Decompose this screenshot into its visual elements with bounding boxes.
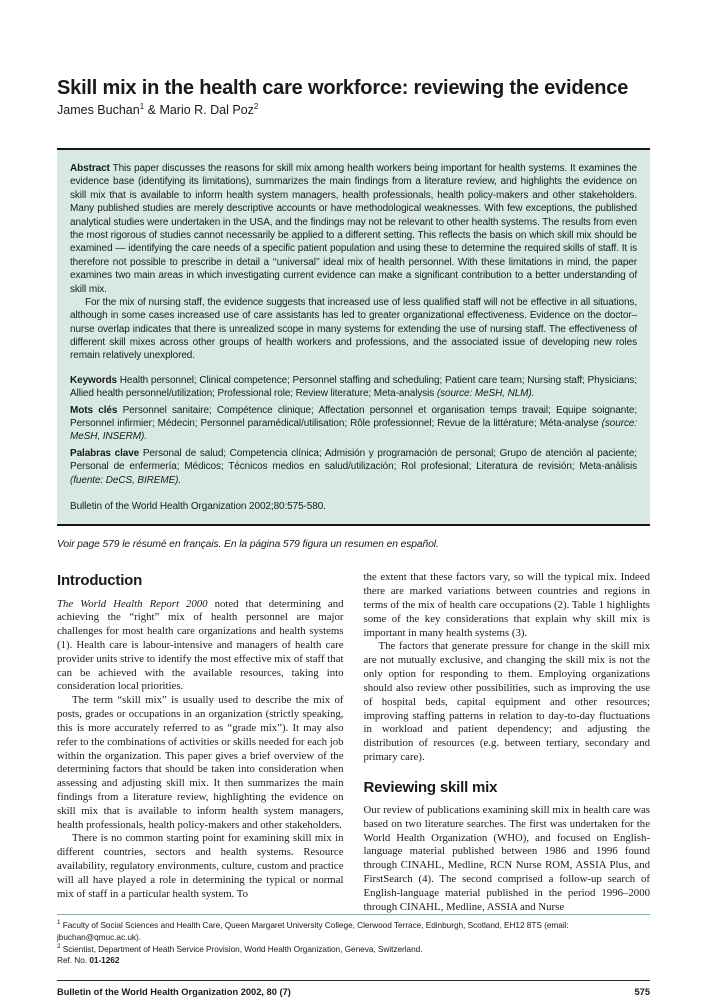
author-2-affiliation-mark: 2 <box>253 101 259 111</box>
keywords-en-source: (source: MeSH, NLM). <box>436 388 535 400</box>
keywords-fr-label: Mots clés <box>70 404 118 416</box>
page-footer <box>57 987 650 997</box>
section-heading-introduction: Introduction <box>57 572 143 590</box>
keywords-en-label: Keywords <box>70 374 117 386</box>
footnote-1 <box>57 920 650 943</box>
article-citation: Bulletin of the World Health Organization 2002;80:575-580. <box>70 500 326 512</box>
footnote-2-marker: 2 <box>57 942 61 950</box>
keywords-fr <box>70 404 637 444</box>
body-columns <box>57 571 650 914</box>
body-column-right <box>364 571 651 914</box>
footnote-1-marker: 1 <box>57 919 61 927</box>
reference-number-value: 01-1262 <box>89 955 120 966</box>
authors-line <box>57 103 650 117</box>
reference-number-label: Ref. No. <box>57 955 88 966</box>
intro-paragraph-3-continuation: the extent that these factors vary, so will the typical mix. Indeed there are marked variations between countries and regions in terms of the mix of health care occupations (2). Table 1 highlights some of the key considerations that explain why skill mix is important in many health systems (3). <box>363 571 650 639</box>
page-bottom-block <box>57 914 650 1000</box>
abstract-label: Abstract <box>70 163 110 174</box>
intro-paragraph-3: There is no common starting point for examining skill mix in different countries, sectors and health systems. Resource availability, regulatory environments, culture, custom and practice will all have played a role in determining the typical or normal mix of staff in a particular health system. To <box>57 832 344 900</box>
intro-paragraph-2: The term “skill mix” is usually used to describe the mix of posts, grades or occupations in an organization (strictly speaking, this is more accurately referred to as “grade mix”). It may also refer to the combinations of activities or skills needed for each job within the organization. This paper gives a brief overview of the determining factors that should be taken into consideration when assessing and adjusting skill mix. It then summarizes the main findings from a literature review, highlighting the evidence on skill mix that is available to inform health system managers, health professionals, health policy-makers and other stakeholders. <box>57 694 344 831</box>
footnote-divider <box>57 914 650 915</box>
review-paragraph-1: Our review of publications examining skill mix in health care was based on two literature searches. The first was undertaken for the World Health Organization (WHO), and focused on English-language material published between 1986 and 1996 found through CINAHL, Medline, RCN Nurse ROM, ASSIA Plus, and FirstSearch (4). The second comprised a follow-up search of English-language material published in the period 1996–2000 through CINAHL, Medline, ASSIA and Nurse <box>363 803 650 913</box>
abstract-box <box>57 148 650 526</box>
keywords-es-source: (fuente: DeCS, BIREME). <box>70 474 182 486</box>
footnote-2-text: Scientist, Department of Heath Service Provision, World Health Organization, Geneva, Switzerland. <box>62 943 423 954</box>
article-title-text: Skill mix in the health care workforce: reviewing the evidence <box>57 77 629 99</box>
author-1: James Buchan <box>57 103 140 117</box>
keywords-fr-source: (source: MeSH, INSERM). <box>70 418 637 443</box>
keywords-fr-text: Personnel sanitaire; Compétence clinique; Affectation personnel et organisation temps travail; Equipe soignante; Personnel infirmier; Médecin; Personnel paramédical/utilisation; Rôle professionnel; Revue de la littérature; Méta-analyse <box>70 404 638 430</box>
abstract-paragraph-2-text: For the mix of nursing staff, the evidence suggests that increased use of less qualified staff will not be effective in all situations, although in some cases increased use of care assistants has led to greater organizational effectiveness. Evidence on the doctor–nurse overlap indicates that there is unrealized scope in many systems for extending the use of nursing staff. The effectiveness of different skill mixes across other groups of health workers and professions, and the associated issue of developing new roles remain relatively unexplored. <box>70 296 637 362</box>
section-heading-reviewing-skill-mix: Reviewing skill mix <box>363 778 498 796</box>
keywords-es-text: Personal de salud; Competencia clínica; Admisión y programación de personal; Grupo de atención al paciente; Personal de enfermería; Médicos; Técnicos medios en salud/utilización; Rol profesional; Literatura de revisión; Meta-análisis <box>70 447 637 473</box>
keywords-es-label: Palabras clave <box>70 447 140 459</box>
keywords-en <box>70 374 637 401</box>
intro-paragraph-1 <box>57 598 344 695</box>
footnote-2 <box>57 944 650 956</box>
footer-journal-title: Bulletin of the World Health Organization 2002, 80 (7) <box>57 986 291 997</box>
abstract-paragraph-2 <box>70 296 637 363</box>
author-2: Mario R. Dal Poz <box>159 103 254 117</box>
intro-paragraph-1-text: noted that determining and achieving the “right” mix of health personnel are major challenges for most health care organizations and health systems (1). Health care is labour-intensive and managers of health care provider units strive to identify the most effective mix of staff that can be achieved with the available resources, taking into consideration local priorities. <box>57 597 344 693</box>
page-title <box>57 78 650 99</box>
keywords-es <box>70 447 637 487</box>
footnotes <box>57 920 650 966</box>
reference-number-line <box>57 955 650 967</box>
footer-page-number: 575 <box>634 986 650 997</box>
translation-note: Voir page 579 le résumé en français. En la página 579 figura un resumen en español. <box>57 539 439 551</box>
abstract-paragraph-1-text: This paper discusses the reasons for skill mix among health workers being important for health systems. It examines the evidence base (identifying its limitations), summarizes the main findings from a literature review, and highlights the evidence on skill mix that is available to inform health system managers, health professionals, health policy-makers and other stakeholders. Many published studies are merely descriptive accounts or have methodological weaknesses. With few exceptions, the published analytical studies were undertaken in the USA, and the findings may not be relevant to other health systems. The results from even the most rigorous of studies cannot necessarily be applied to a different setting. This reflects the basis on which skill mix should be examined — identifying the care needs of a specific patient population and using these to determine the required skills of staff. It is therefore not possible to prescribe in detail a ‘‘universal’’ ideal mix of health personnel. With these limitations in mind, the paper examines two main areas in which investigating current evidence can make a significant contribution to a better understanding of skill mix. <box>70 163 637 295</box>
footer-divider <box>57 980 650 981</box>
keywords-en-text: Health personnel; Clinical competence; Personnel staffing and scheduling; Patient care team; Nursing staff; Physicians; Allied health personnel/utilization; Professional role; Review literature; Meta-analysis <box>70 374 637 400</box>
abstract-paragraph-1 <box>70 162 637 296</box>
intro-paragraph-4: The factors that generate pressure for change in the skill mix are not mutually exclusive, and changing the skill mix is not the only option for responding to them. Employing organizations should also review other possibilities, such as improving the use of hospital beds, capital equipment and other resources; improving staffing patterns in relation to day-to-day fluctuations in workload and patient dependency; and adjusting the distribution of resources (e.g. between tertiary, secondary and primary care). <box>363 640 650 763</box>
footnote-1-text: Faculty of Social Sciences and Health Care, Queen Margaret University College, Clerwood Terrace, Edinburgh, Scotland, EH12 8TS (email: jbuchan@qmuc.ac.uk). <box>57 920 569 943</box>
author-separator: & <box>144 103 160 117</box>
author-1-affiliation-mark: 1 <box>139 101 145 111</box>
body-column-left <box>57 571 344 914</box>
intro-paragraph-1-italic-lead: The World Health Report 2000 <box>57 597 208 610</box>
